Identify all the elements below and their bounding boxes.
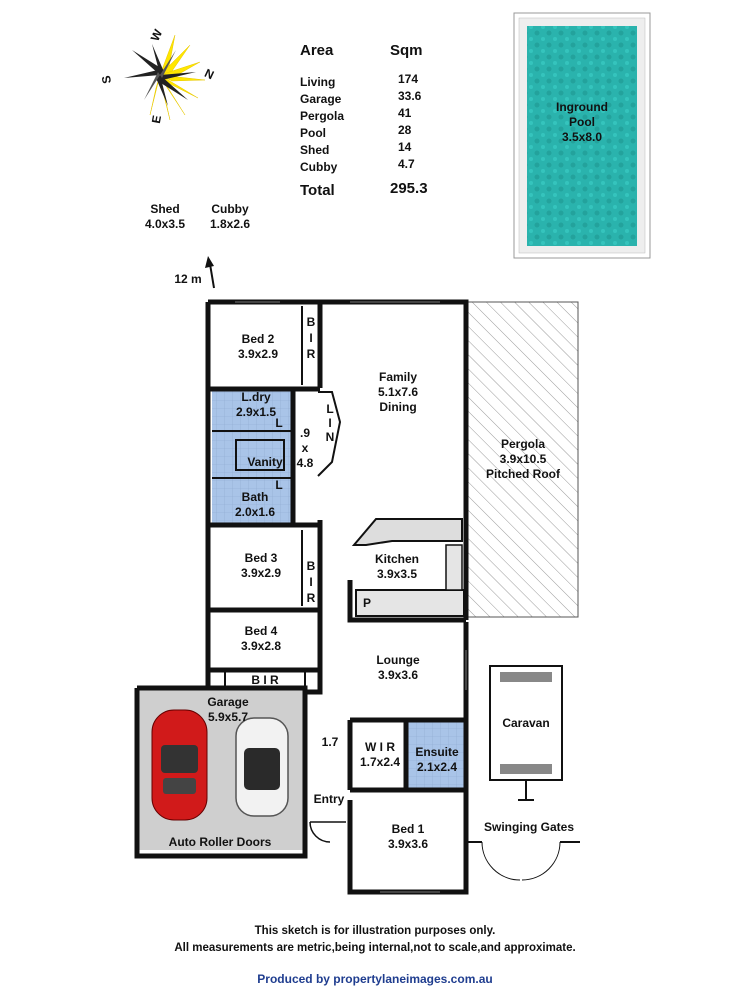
bed4-label [226, 624, 296, 654]
room-size: 3.9x2.9 [237, 347, 279, 361]
room-size: 3.9x10.5 [499, 452, 547, 466]
room-name: Bed 2 [241, 332, 275, 346]
area-row-name: Cubby [300, 160, 338, 174]
area-row-name: Shed [300, 143, 330, 157]
pool-label [527, 100, 637, 145]
laundry-l-label: L [275, 416, 283, 430]
bir-letter: B [306, 315, 316, 329]
lin-letter: N [325, 430, 335, 444]
room-size: 2.1x2.4 [416, 760, 458, 774]
lin-letter: I [328, 416, 332, 430]
room-name: Ensuite [415, 745, 459, 759]
entry-label: Entry [313, 792, 345, 806]
entry-door [310, 822, 346, 842]
entry-hall-dim: 1.7 [321, 735, 339, 749]
room-name: Family [378, 370, 417, 384]
shed-name: Shed [150, 202, 180, 216]
sqm-header: Sqm [390, 42, 423, 59]
garage-label [188, 695, 268, 725]
area-row-value: 174 [398, 72, 419, 86]
room-size: 5.1x7.6 [377, 385, 419, 399]
room-size: 2.0x1.6 [234, 505, 276, 519]
cubby-name: Cubby [211, 202, 249, 216]
caravan-label: Caravan [502, 716, 550, 730]
total-value: 295.3 [390, 180, 428, 197]
bath-l-label: L [275, 478, 283, 492]
shed-label [135, 202, 195, 232]
bed3-label [226, 551, 296, 581]
compass-s-label: S [98, 74, 115, 85]
room-subname: Dining [379, 400, 417, 414]
area-row-value: 4.7 [398, 157, 415, 171]
hall-label [294, 426, 316, 471]
bir-letter: I [309, 575, 313, 589]
compass-n-label: N [202, 65, 217, 83]
bir-letter: B [306, 559, 316, 573]
bir-letter: R [306, 347, 316, 361]
room-name: Kitchen [374, 552, 419, 566]
room-name: Lounge [376, 653, 420, 667]
compass-rose [124, 35, 205, 120]
room-name: Bed 3 [244, 551, 278, 565]
bed1-label [370, 822, 446, 852]
gates-label: Swinging Gates [483, 820, 574, 834]
room-name: Garage [207, 695, 249, 709]
kitchen-label [354, 552, 440, 582]
room-name: Bed 1 [391, 822, 425, 836]
swinging-gates [466, 842, 580, 880]
pool-name-line2: Pool [569, 115, 595, 129]
room-size: 3.9x3.6 [387, 837, 429, 851]
area-header: Area [300, 42, 334, 59]
room-size: 2.9x1.5 [235, 405, 277, 419]
caravan-drawing [490, 666, 562, 800]
red-car [152, 710, 207, 820]
hall-dim: x [301, 441, 309, 455]
room-name: Pergola [500, 437, 545, 451]
disclaimer-line-1: This sketch is for illustration purposes only. [254, 925, 496, 937]
area-row-value: 28 [398, 123, 412, 137]
bed2-label [222, 332, 294, 362]
area-row-name: Pergola [300, 109, 345, 123]
shed-size: 4.0x3.5 [144, 217, 186, 231]
compass-w-label: W [147, 27, 166, 44]
area-row-value: 14 [398, 140, 412, 154]
pantry-label: P [362, 596, 371, 610]
area-row-name: Garage [300, 92, 342, 106]
room-subname: Pitched Roof [486, 467, 560, 481]
lin-letter: L [326, 402, 334, 416]
area-row-value: 33.6 [398, 89, 422, 103]
compass-e-label: E [148, 114, 165, 125]
area-row-name: Pool [300, 126, 326, 140]
bath-label [226, 490, 284, 520]
garage-doors-label: Auto Roller Doors [168, 835, 272, 849]
wir-label [352, 740, 408, 770]
total-label: Total [300, 182, 335, 199]
room-size: 3.9x2.8 [240, 639, 282, 653]
lounge-label [360, 653, 436, 683]
area-row-name: Living [300, 75, 336, 89]
hall-dim: 4.8 [296, 456, 314, 470]
room-size: 3.9x3.5 [376, 567, 418, 581]
disclaimer-line-2: All measurements are metric,being internal,not to scale,and approximate. [174, 942, 576, 954]
pool-name-line1: Inground [556, 100, 608, 114]
room-size: 1.7x2.4 [359, 755, 401, 769]
bir-bed4-label: B I R [251, 673, 279, 687]
white-car [236, 718, 288, 816]
area-row-value: 41 [398, 106, 412, 120]
room-size: 3.9x2.9 [240, 566, 282, 580]
cubby-label [200, 202, 260, 232]
bir-letter: R [306, 591, 316, 605]
vanity-label: Vanity [247, 455, 283, 469]
pool-size: 3.5x8.0 [561, 130, 603, 144]
room-name: Bed 4 [244, 624, 278, 638]
room-name: Bath [241, 490, 269, 504]
bir-top-label [304, 314, 318, 362]
bir-letter: I [309, 331, 313, 345]
room-size: 3.9x3.6 [377, 668, 419, 682]
room-name: L.dry [241, 390, 271, 404]
room-size: 5.9x5.7 [207, 710, 249, 724]
pergola-label [475, 437, 571, 482]
room-name: W I R [365, 740, 395, 754]
family-label [360, 370, 436, 415]
hall-dim: .9 [299, 426, 310, 440]
bir-mid-label [304, 558, 318, 606]
linen-label [324, 402, 336, 444]
distance-label: 12 m [174, 272, 202, 286]
producer-credit: Produced by propertylaneimages.com.au [257, 972, 493, 986]
cubby-size: 1.8x2.6 [209, 217, 251, 231]
ensuite-label [410, 745, 464, 775]
